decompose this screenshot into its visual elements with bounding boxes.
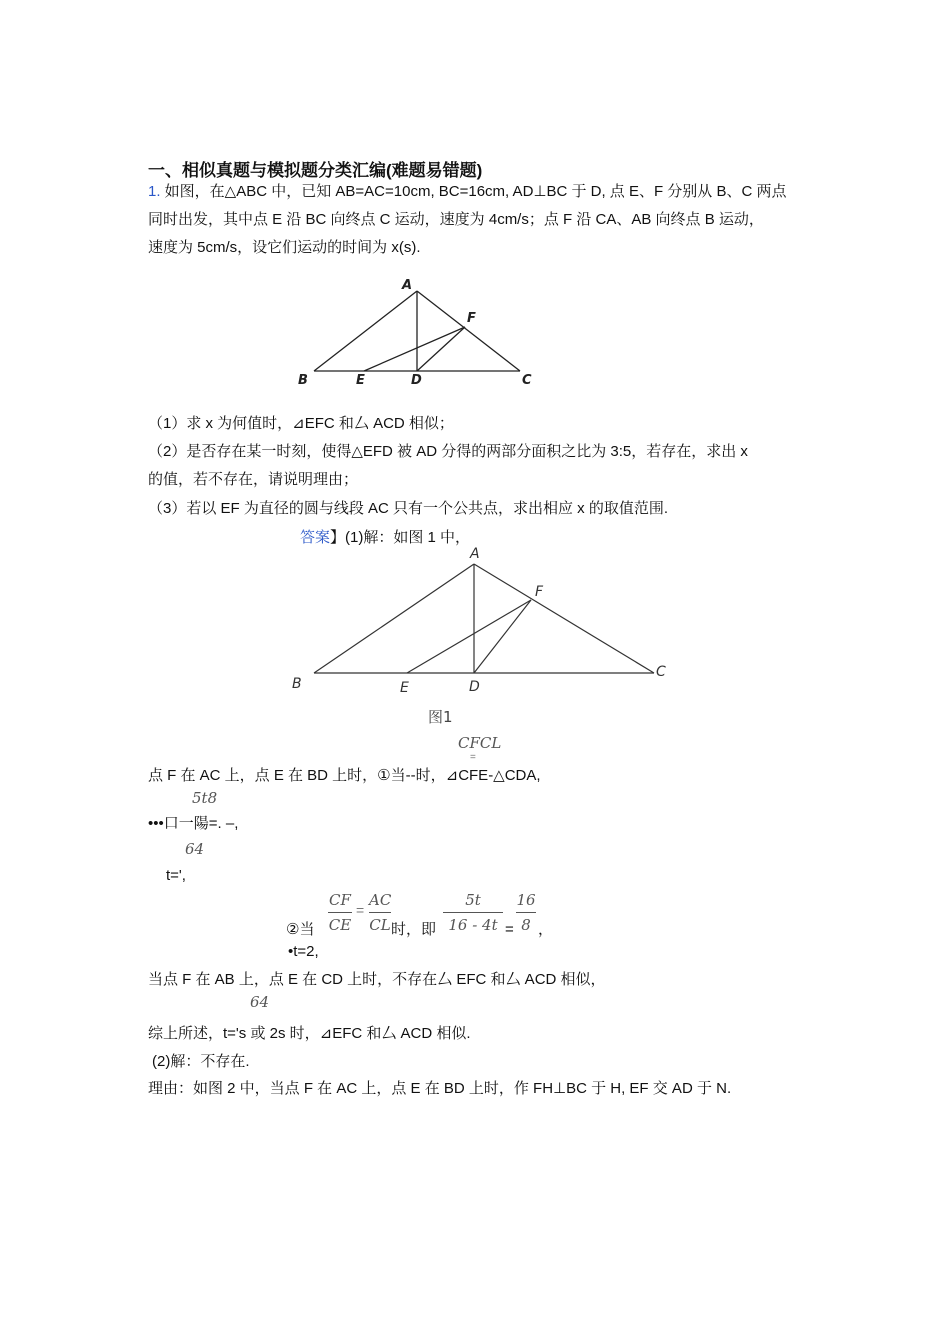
segment-ab [314, 291, 417, 371]
fraction-bar [443, 912, 503, 913]
figure-caption: 图1 [428, 708, 453, 726]
fraction-ac-cl [369, 890, 391, 935]
fraction-bar [328, 912, 352, 913]
segment-ef [407, 600, 531, 673]
fraction-cf-ce [328, 890, 352, 935]
problem-stem-line-1 [148, 182, 786, 202]
fig2-label-f: F [535, 584, 544, 600]
fraction-fragment: CFCL [458, 734, 502, 752]
fraction-bar [516, 912, 536, 913]
fig1-label-e: E [356, 373, 365, 388]
problem-number: 1. [148, 183, 161, 200]
fraction-5t-over-16-4t [443, 890, 503, 935]
t-equals-line: t=', [166, 867, 186, 884]
question-1: （1）求 x 为何值时，⊿EFC 和厶 ACD 相似； [148, 415, 454, 432]
case-ab-line: 当点 F 在 AB 上，点 E 在 CD 上时，不存在厶 EFC 和厶 ACD 相似， [148, 971, 606, 988]
question-2: （2）是否存在某一时刻，使得△EFD 被 AD 分得的两部分面积之比为 3:5，若存在，求出 x [148, 443, 748, 460]
fraction-ac-cl-denominator: CL [369, 916, 391, 934]
fig1-label-d: D [411, 373, 422, 388]
answer-figure-1 [280, 540, 680, 730]
segment-ac [474, 564, 654, 673]
part-2-answer: (2)解：不存在. [152, 1053, 250, 1070]
fraction-16-numerator: 16 [516, 891, 536, 909]
fig2-label-d: D [469, 679, 480, 695]
case-2-middle: 时，即 [391, 921, 437, 938]
fig2-label-e: E [400, 680, 409, 696]
fig2-label-b: B [292, 676, 302, 692]
t-equals-2: •t=2, [288, 943, 319, 960]
problem-stem-text-1: 如图，在△ABC 中，已知 AB=AC=10cm, BC=16cm, AD⊥BC 于 D, 点 E、F 分别从 B、C 两点 [160, 183, 787, 200]
question-2-cont: 的值，若不存在，请说明理由； [148, 471, 359, 488]
fraction-cf-ce-numerator: CF [329, 891, 351, 909]
garbled-64-b: 64 [250, 993, 270, 1011]
fraction-ac-cl-numerator: AC [369, 891, 392, 909]
segment-ef [364, 327, 465, 371]
segment-df [417, 327, 465, 371]
question-3: （3）若以 EF 为直径的圆与线段 AC 只有一个公共点，求出相应 x 的取值范围. [148, 500, 669, 517]
case-1-line: 点 F 在 AC 上，点 E 在 BD 上时，①当--时，⊿CFE-△CDA, [148, 767, 541, 784]
fraction-8-denominator: 8 [521, 916, 531, 934]
fraction-5t-numerator: 5t [465, 891, 481, 909]
segment-df [474, 600, 531, 673]
case-2-prefix: ②当 [286, 921, 315, 938]
reason-line: 理由：如图 2 中，当点 F 在 AC 上，点 E 在 BD 上时，作 FH⊥BC 于 H, EF 交 AD 于 N. [148, 1080, 732, 1097]
section-title: 一、相似真题与模拟题分类汇编(难题易错题) [148, 161, 483, 180]
fig2-label-a: A [470, 546, 480, 562]
garbled-line: •••口一陽=. –, [148, 815, 239, 832]
fig1-label-f: F [467, 311, 476, 326]
fraction-16-4t-denominator: 16 - 4t [448, 916, 498, 934]
fig1-label-c: C [522, 373, 532, 388]
answer-bracket: 】 [330, 529, 346, 546]
problem-stem-line-3: 速度为 5cm/s，设它们运动的时间为 x(s). [148, 239, 421, 256]
fraction-16-over-8 [516, 890, 536, 935]
answer-intro: (1)解：如图 1 中， [345, 529, 471, 546]
case-2-suffix: ， [538, 921, 554, 938]
conclusion-line: 综上所述，t='s 或 2s 时，⊿EFC 和厶 ACD 相似. [148, 1025, 471, 1042]
fraction-bar [369, 912, 391, 913]
problem-stem-line-2: 同时出发，其中点 E 沿 BC 向终点 C 运动，速度为 4cm/s；点 F 沿 CA、AB 向终点 B 运动， [148, 211, 764, 228]
fraction-fragment-equals: = [470, 752, 476, 763]
answer-label: 答案 [300, 529, 331, 546]
garbled-5t8: 5t8 [192, 789, 218, 807]
equals-sign-1: = [356, 902, 365, 918]
segment-ab [314, 564, 474, 673]
equals-sign-2: = [505, 921, 514, 938]
problem-figure [292, 272, 542, 390]
garbled-64: 64 [185, 840, 205, 858]
fraction-cf-ce-denominator: CE [328, 916, 352, 934]
fig1-label-b: B [298, 373, 308, 388]
segment-ac [417, 291, 520, 371]
fig1-label-a: A [402, 278, 413, 293]
fig2-label-c: C [656, 664, 666, 680]
